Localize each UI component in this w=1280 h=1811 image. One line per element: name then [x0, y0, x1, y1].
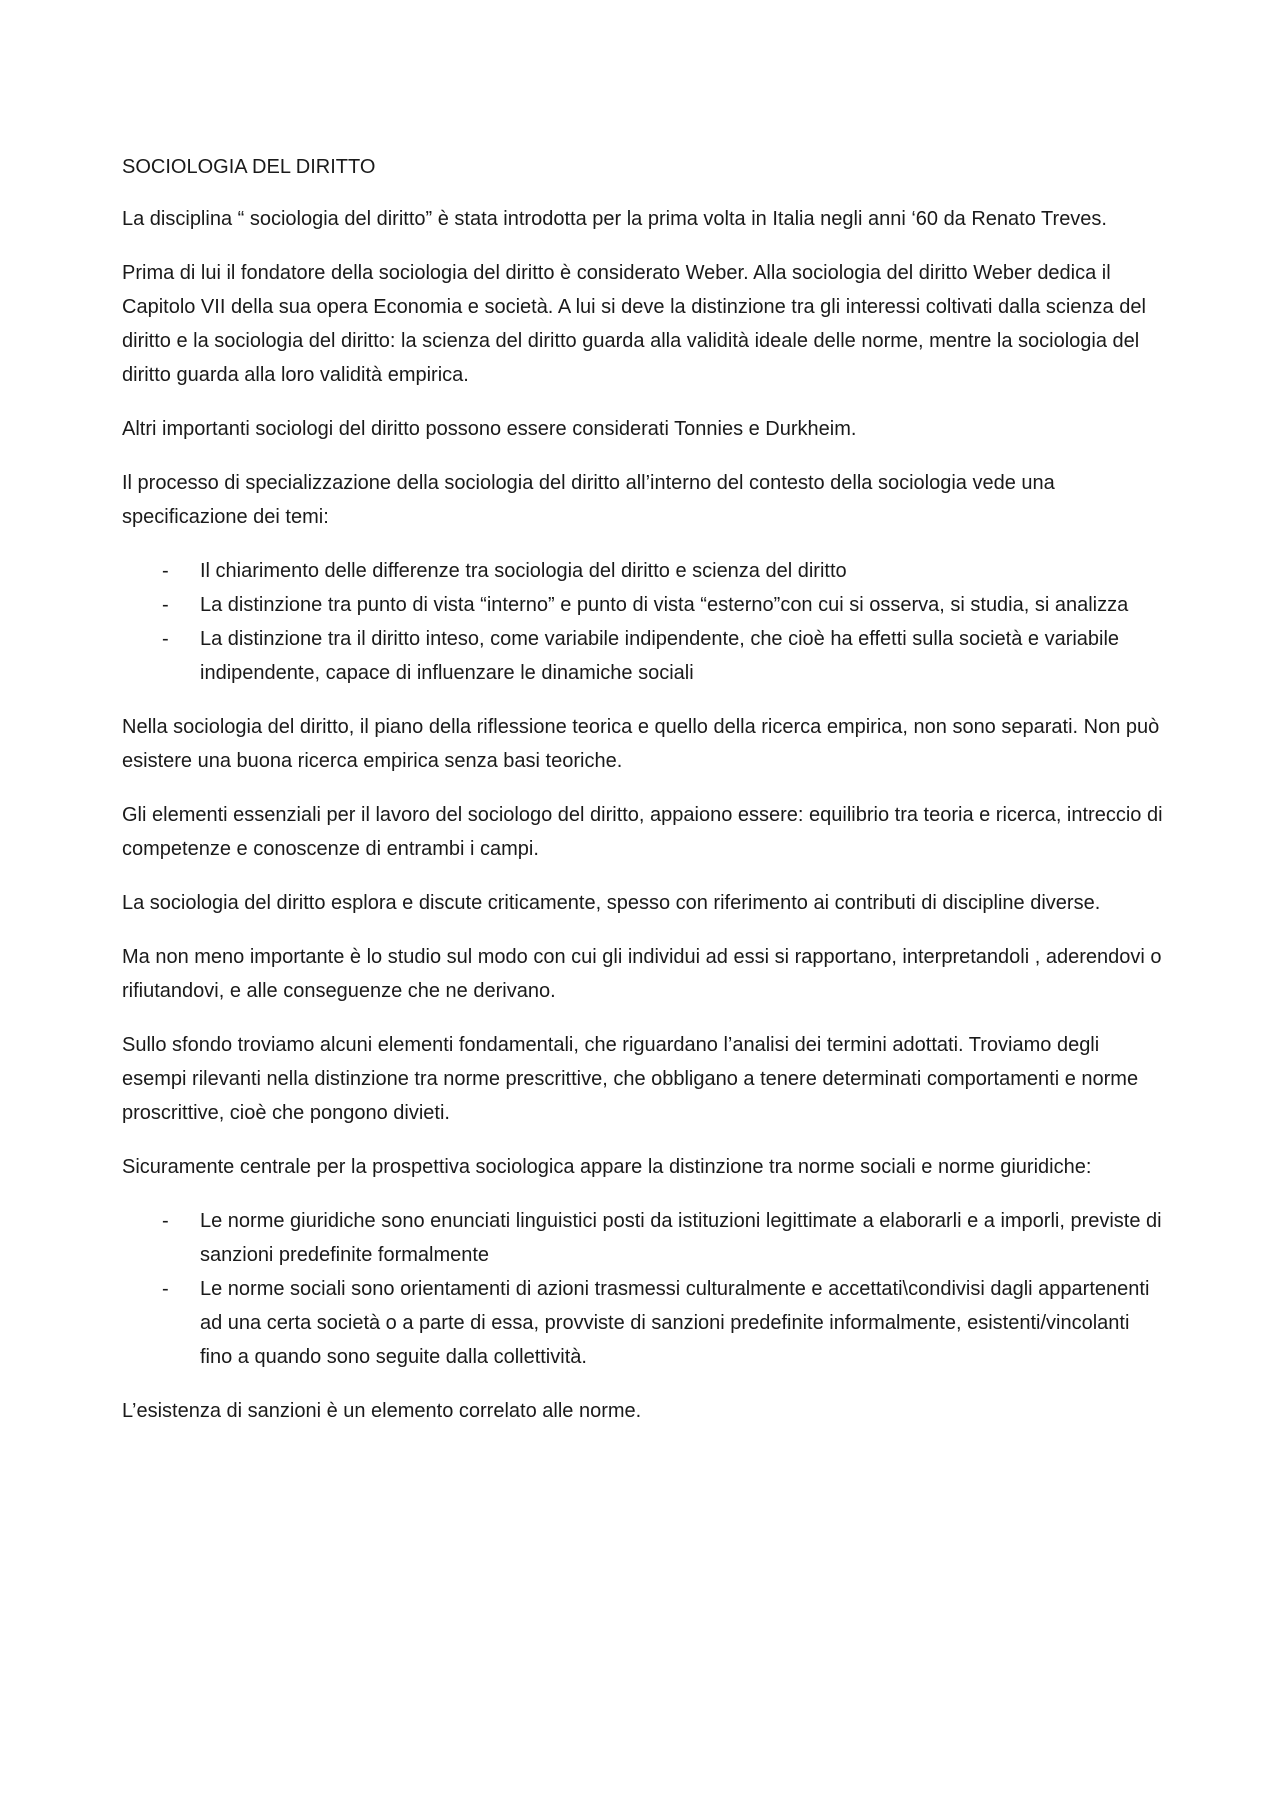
- paragraph-weber: Prima di lui il fondatore della sociologia del diritto è considerato Weber. Alla sociologia del diritto Weber dedica il Capitolo VII della sua opera Economia e società. A lui si deve la distinzione tra gli interessi coltivati dalla scienza del diritto e la sociologia del diritto: la scienza del diritto guarda alla validità ideale delle norme, mentre la sociologia del diritto guarda alla loro validità empirica.: [122, 262, 1146, 386]
- list-item-text: La distinzione tra il diritto inteso, come variabile indipendente, che cioè ha effetti sulla società e variabile indipendente, capace di influenzare le dinamiche sociali: [200, 628, 1120, 684]
- list-item-text: Le norme sociali sono orientamenti di azioni trasmessi culturalmente e accettati\condivisi dagli appartenenti ad una certa società o a parte di essa, provviste di sanzioni predefinite informalmente, esistenti/vincolanti fino a quando sono seguite dalla collettività.: [200, 1278, 1150, 1368]
- paragraph-explores: La sociologia del diritto esplora e discute criticamente, spesso con riferimento ai contributi di discipline diverse.: [122, 892, 1101, 914]
- themes-list: [122, 554, 1167, 690]
- paragraph-theory-research: Nella sociologia del diritto, il piano della riflessione teorica e quello della ricerca empirica, non sono separati. Non può esistere una buona ricerca empirica senza basi teoriche.: [122, 716, 1160, 772]
- list-item: [122, 588, 1167, 622]
- bullet-dash: -: [162, 560, 169, 582]
- list-item: [122, 622, 1167, 690]
- bullet-dash: -: [162, 594, 169, 616]
- list-item: [122, 554, 1167, 588]
- list-item-text: La distinzione tra punto di vista “interno” e punto di vista “esterno”con cui si osserva, si studia, si analizza: [200, 594, 1129, 616]
- paragraph-norms-types: Sullo sfondo troviamo alcuni elementi fondamentali, che riguardano l’analisi dei termini adottati. Troviamo degli esempi rilevanti nella distinzione tra norme prescrittive, che obbligano a tenere determinati comportamenti e norme proscrittive, cioè che pongono divieti.: [122, 1034, 1139, 1124]
- bullet-dash: -: [162, 1210, 169, 1232]
- paragraph-essential-elements: Gli elementi essenziali per il lavoro del sociologo del diritto, appaiono essere: equilibrio tra teoria e ricerca, intreccio di competenze e conoscenze di entrambi i campi.: [122, 804, 1163, 860]
- list-item-text: Il chiarimento delle differenze tra sociologia del diritto e scienza del diritto: [200, 560, 847, 582]
- paragraph-sanctions: L’esistenza di sanzioni è un elemento correlato alle norme.: [122, 1400, 642, 1422]
- bullet-dash: -: [162, 628, 169, 650]
- list-item: [122, 1272, 1167, 1374]
- document-title: SOCIOLOGIA DEL DIRITTO: [122, 156, 376, 178]
- paragraph-intro: La disciplina “ sociologia del diritto” è stata introdotta per la prima volta in Italia negli anni ‘60 da Renato Treves.: [122, 208, 1107, 230]
- paragraph-individuals: Ma non meno importante è lo studio sul modo con cui gli individui ad essi si rapportano, interpretandoli , aderendovi o rifiutandovi, e alle conseguenze che ne derivano.: [122, 946, 1162, 1002]
- document-page: [122, 150, 1167, 1448]
- paragraph-specialization: Il processo di specializzazione della sociologia del diritto all’interno del contesto della sociologia vede una specificazione dei temi:: [122, 472, 1055, 528]
- bullet-dash: -: [162, 1278, 169, 1300]
- paragraph-social-vs-legal: Sicuramente centrale per la prospettiva sociologica appare la distinzione tra norme sociali e norme giuridiche:: [122, 1156, 1092, 1178]
- norms-list: [122, 1204, 1167, 1374]
- list-item: [122, 1204, 1167, 1272]
- list-item-text: Le norme giuridiche sono enunciati linguistici posti da istituzioni legittimate a elaborarli e a imporli, previste di sanzioni predefinite formalmente: [200, 1210, 1162, 1266]
- paragraph-other-sociologists: Altri importanti sociologi del diritto possono essere considerati Tonnies e Durkheim.: [122, 418, 857, 440]
